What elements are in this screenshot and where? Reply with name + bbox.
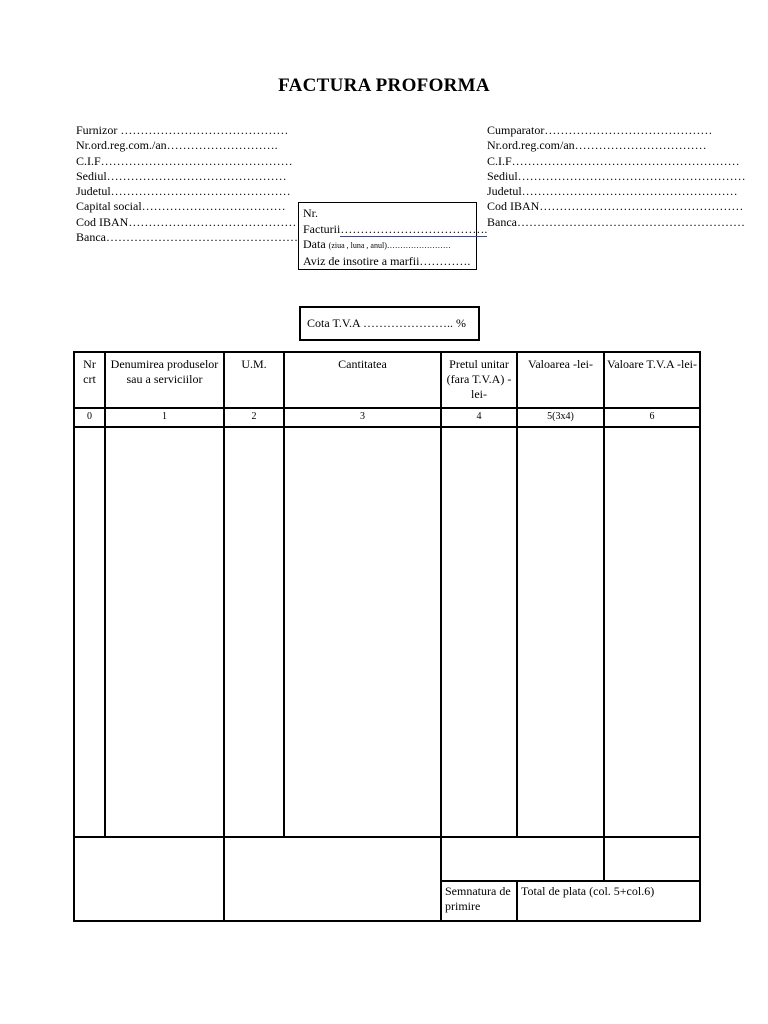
invoice-date-line <box>303 237 476 254</box>
table-body-row <box>74 427 700 837</box>
table-index-row <box>74 408 700 427</box>
supplier-cif-field: C.I.F………………………………………… <box>76 153 293 168</box>
table-footer-row <box>74 837 700 881</box>
body-cell-vat[interactable] <box>604 427 700 837</box>
buyer-reg-field: Nr.ord.reg.com/an…………………………… <box>487 138 707 153</box>
buyer-iban-field: Cod IBAN…………………………………………… <box>487 199 744 214</box>
header-um: U.M. <box>224 352 284 408</box>
index-cell: 4 <box>441 408 517 427</box>
vat-rate-box <box>299 306 480 341</box>
buyer-block <box>487 123 746 230</box>
index-cell: 3 <box>284 408 441 427</box>
index-cell: 6 <box>604 408 700 427</box>
invoice-date-dots: …………………… <box>386 241 451 250</box>
invoice-info-box <box>298 202 488 270</box>
header-value: Valoarea -lei- <box>517 352 604 408</box>
invoice-aviz-line: Aviz de insotire a marfii…………. <box>303 253 471 268</box>
supplier-reg-field: Nr.ord.reg.com./an………………………. <box>76 138 278 153</box>
body-cell-quantity[interactable] <box>284 427 441 837</box>
supplier-county-field: Judetul……………………………………… <box>76 184 291 199</box>
footer-total-vat-cell[interactable] <box>604 837 700 881</box>
supplier-name-field: Furnizor …………………………………… <box>76 123 289 137</box>
footer-total-value-cell[interactable] <box>441 837 604 881</box>
supplier-address-field: Sediul……………………………………… <box>76 168 287 183</box>
body-cell-nr[interactable] <box>74 427 105 837</box>
buyer-bank-field: Banca………………………………………………… <box>487 214 745 229</box>
body-cell-product[interactable] <box>105 427 224 837</box>
body-cell-um[interactable] <box>224 427 284 837</box>
invoice-date-label: Data <box>303 237 326 251</box>
supplier-capital-field: Capital social……………………………… <box>76 199 286 214</box>
buyer-county-field: Judetul……………………………………………… <box>487 184 738 199</box>
header-nr-crt: Nr crt <box>74 352 105 408</box>
index-cell: 0 <box>74 408 105 427</box>
body-cell-unit-price[interactable] <box>441 427 517 837</box>
total-payment-cell[interactable]: Total de plata (col. 5+col.6) <box>517 881 700 921</box>
body-cell-value[interactable] <box>517 427 604 837</box>
supplier-block <box>76 123 298 245</box>
buyer-address-field: Sediul………………………………………………… <box>487 168 746 183</box>
footer-stamp-cell <box>74 837 224 921</box>
index-cell: 2 <box>224 408 284 427</box>
supplier-iban-field: Cod IBAN…………………………………… <box>76 214 297 229</box>
header-vat-value: Valoare T.V.A -lei- <box>604 352 700 408</box>
document-title: FACTURA PROFORMA <box>278 75 490 96</box>
table-header-row <box>74 352 700 408</box>
supplier-bank-field: Banca………………………………………… <box>76 230 298 245</box>
items-table <box>73 351 701 922</box>
signature-cell: Semnatura de primire <box>441 881 517 921</box>
header-product-name: Denumirea produselor sau a serviciilor <box>105 352 224 408</box>
header-unit-price: Pretul unitar (fara T.V.A) -lei- <box>441 352 517 408</box>
invoice-nr-label: Nr. <box>303 206 318 220</box>
invoice-date-hint: (ziua , luna , anul) <box>328 241 387 250</box>
buyer-cif-field: C.I.F………………………………………………… <box>487 153 740 168</box>
index-cell: 5(3x4) <box>517 408 604 427</box>
invoice-number-line <box>303 221 488 238</box>
footer-delegate-cell <box>224 837 441 921</box>
buyer-name-field: Cumparator…………………………………… <box>487 123 713 137</box>
header-quantity: Cantitatea <box>284 352 441 408</box>
index-cell: 1 <box>105 408 224 427</box>
invoice-number-dots: ………………………………. <box>340 221 488 236</box>
invoice-facturii-label: Facturii <box>303 221 341 236</box>
vat-rate-label: Cota T.V.A ………………….. % <box>307 316 467 330</box>
